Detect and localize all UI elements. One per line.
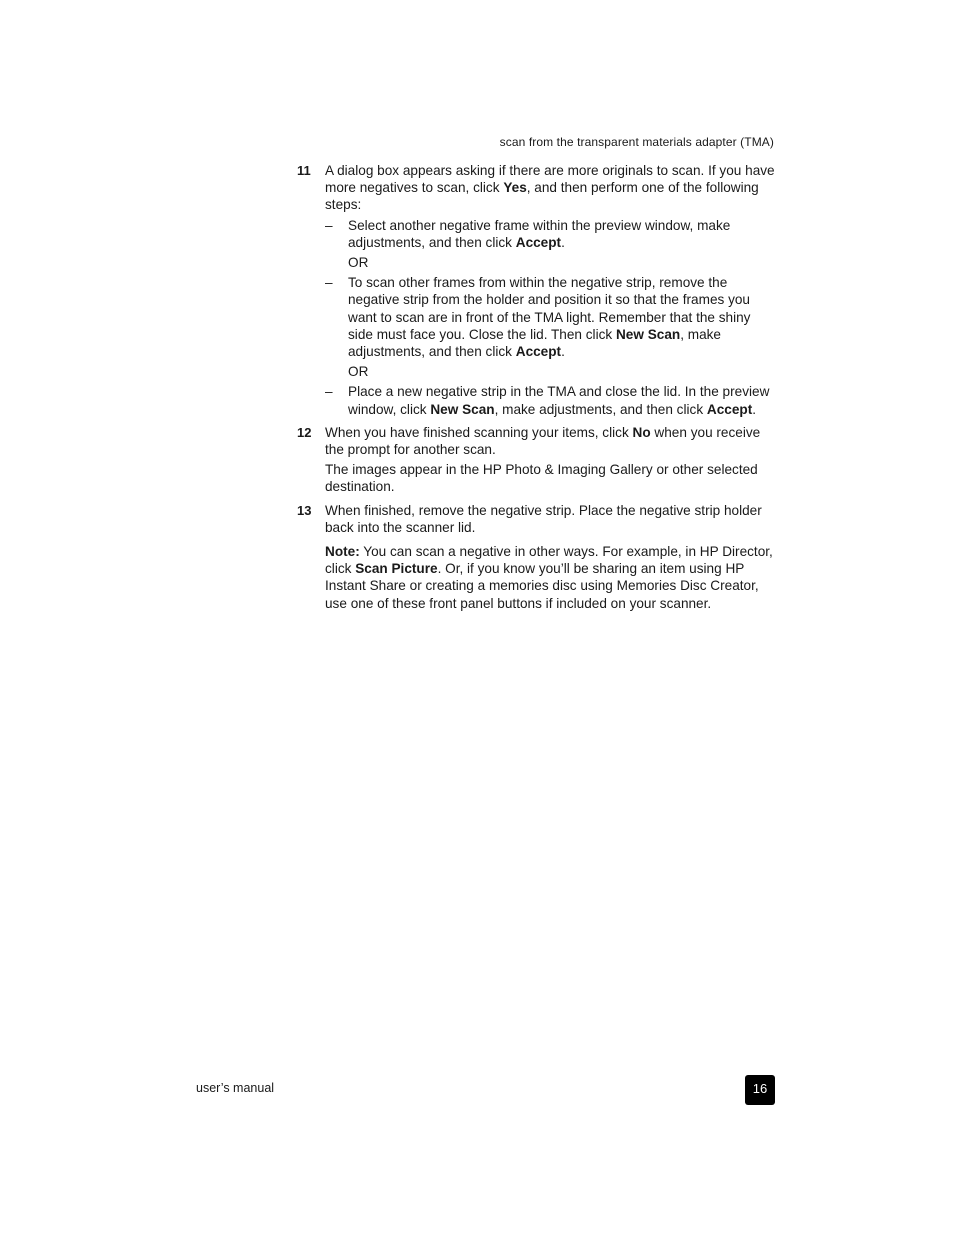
- step-text: [325, 162, 775, 214]
- step-13: [297, 502, 775, 612]
- text-run: .: [561, 234, 565, 250]
- step-text: [325, 424, 775, 458]
- option-item: [325, 274, 775, 360]
- footer-manual-label: user’s manual: [196, 1081, 275, 1095]
- text-run: .: [752, 401, 757, 417]
- ui-term-new-scan: New Scan: [615, 326, 681, 342]
- ui-term-no: No: [632, 424, 651, 440]
- running-header: scan from the transparent materials adapter (TMA): [499, 135, 774, 149]
- text-run: You can scan a negative in other ways. For example, in HP Director, click: [325, 544, 773, 577]
- text-run: Select another negative frame within the preview window, make adjustments, and then click: [348, 217, 731, 250]
- step-number: 12: [297, 424, 312, 440]
- option-item: [325, 383, 775, 417]
- step-followup: The images appear in the HP Photo & Imaging Gallery or other selected destination.: [325, 462, 758, 495]
- ui-term-accept: Accept: [515, 344, 562, 360]
- text-run: Place a new negative strip in the TMA and close the lid. In the preview window, click: [348, 384, 770, 417]
- text-run: .: [561, 344, 565, 360]
- text-run: , make adjustments, and then click: [348, 326, 721, 360]
- option-item: [325, 217, 775, 251]
- document-body: [297, 162, 775, 612]
- step-number: 11: [297, 163, 311, 178]
- step-12: [297, 424, 775, 496]
- text-run: , and then perform one of the following steps:: [325, 180, 759, 213]
- text-run: . Or, if you know you’ll be sharing an item using HP Instant Share or creating a memories disc using Memories Disc Creator, use one of these front panel buttons if included on your scanner.: [325, 561, 759, 611]
- dash-bullet: –: [325, 384, 333, 400]
- or-separator: OR: [348, 255, 369, 271]
- ui-term-new-scan: New Scan: [430, 401, 495, 417]
- ui-term-scan-picture: Scan Picture: [355, 561, 438, 577]
- ui-term-accept: Accept: [515, 234, 562, 250]
- dash-bullet: –: [325, 217, 333, 233]
- text-run: when you receive the prompt for another scan.: [325, 424, 761, 458]
- ui-term-accept: Accept: [706, 401, 753, 417]
- or-separator: OR: [348, 364, 369, 380]
- step-11: [297, 162, 775, 418]
- dash-bullet: –: [325, 275, 333, 291]
- note-label: Note:: [325, 544, 360, 560]
- text-run: When you have finished scanning your items, click: [325, 424, 633, 440]
- text-run: To scan other frames from within the negative strip, remove the negative strip from the holder and position it so that the frames you want to scan are in front of the TMA light. Remember that the shiny side must face you. Close the lid. Then click: [348, 275, 751, 342]
- note: [325, 543, 775, 612]
- ui-term-yes: Yes: [503, 180, 527, 196]
- step-text: When finished, remove the negative strip. Place the negative strip holder back into the scanner lid.: [325, 502, 762, 535]
- step-number: 13: [297, 502, 312, 518]
- text-run: , make adjustments, and then click: [494, 401, 707, 417]
- page-number-badge: 16: [745, 1075, 775, 1105]
- text-run: A dialog box appears asking if there are more originals to scan. If you have more negatives to scan, click: [325, 163, 775, 196]
